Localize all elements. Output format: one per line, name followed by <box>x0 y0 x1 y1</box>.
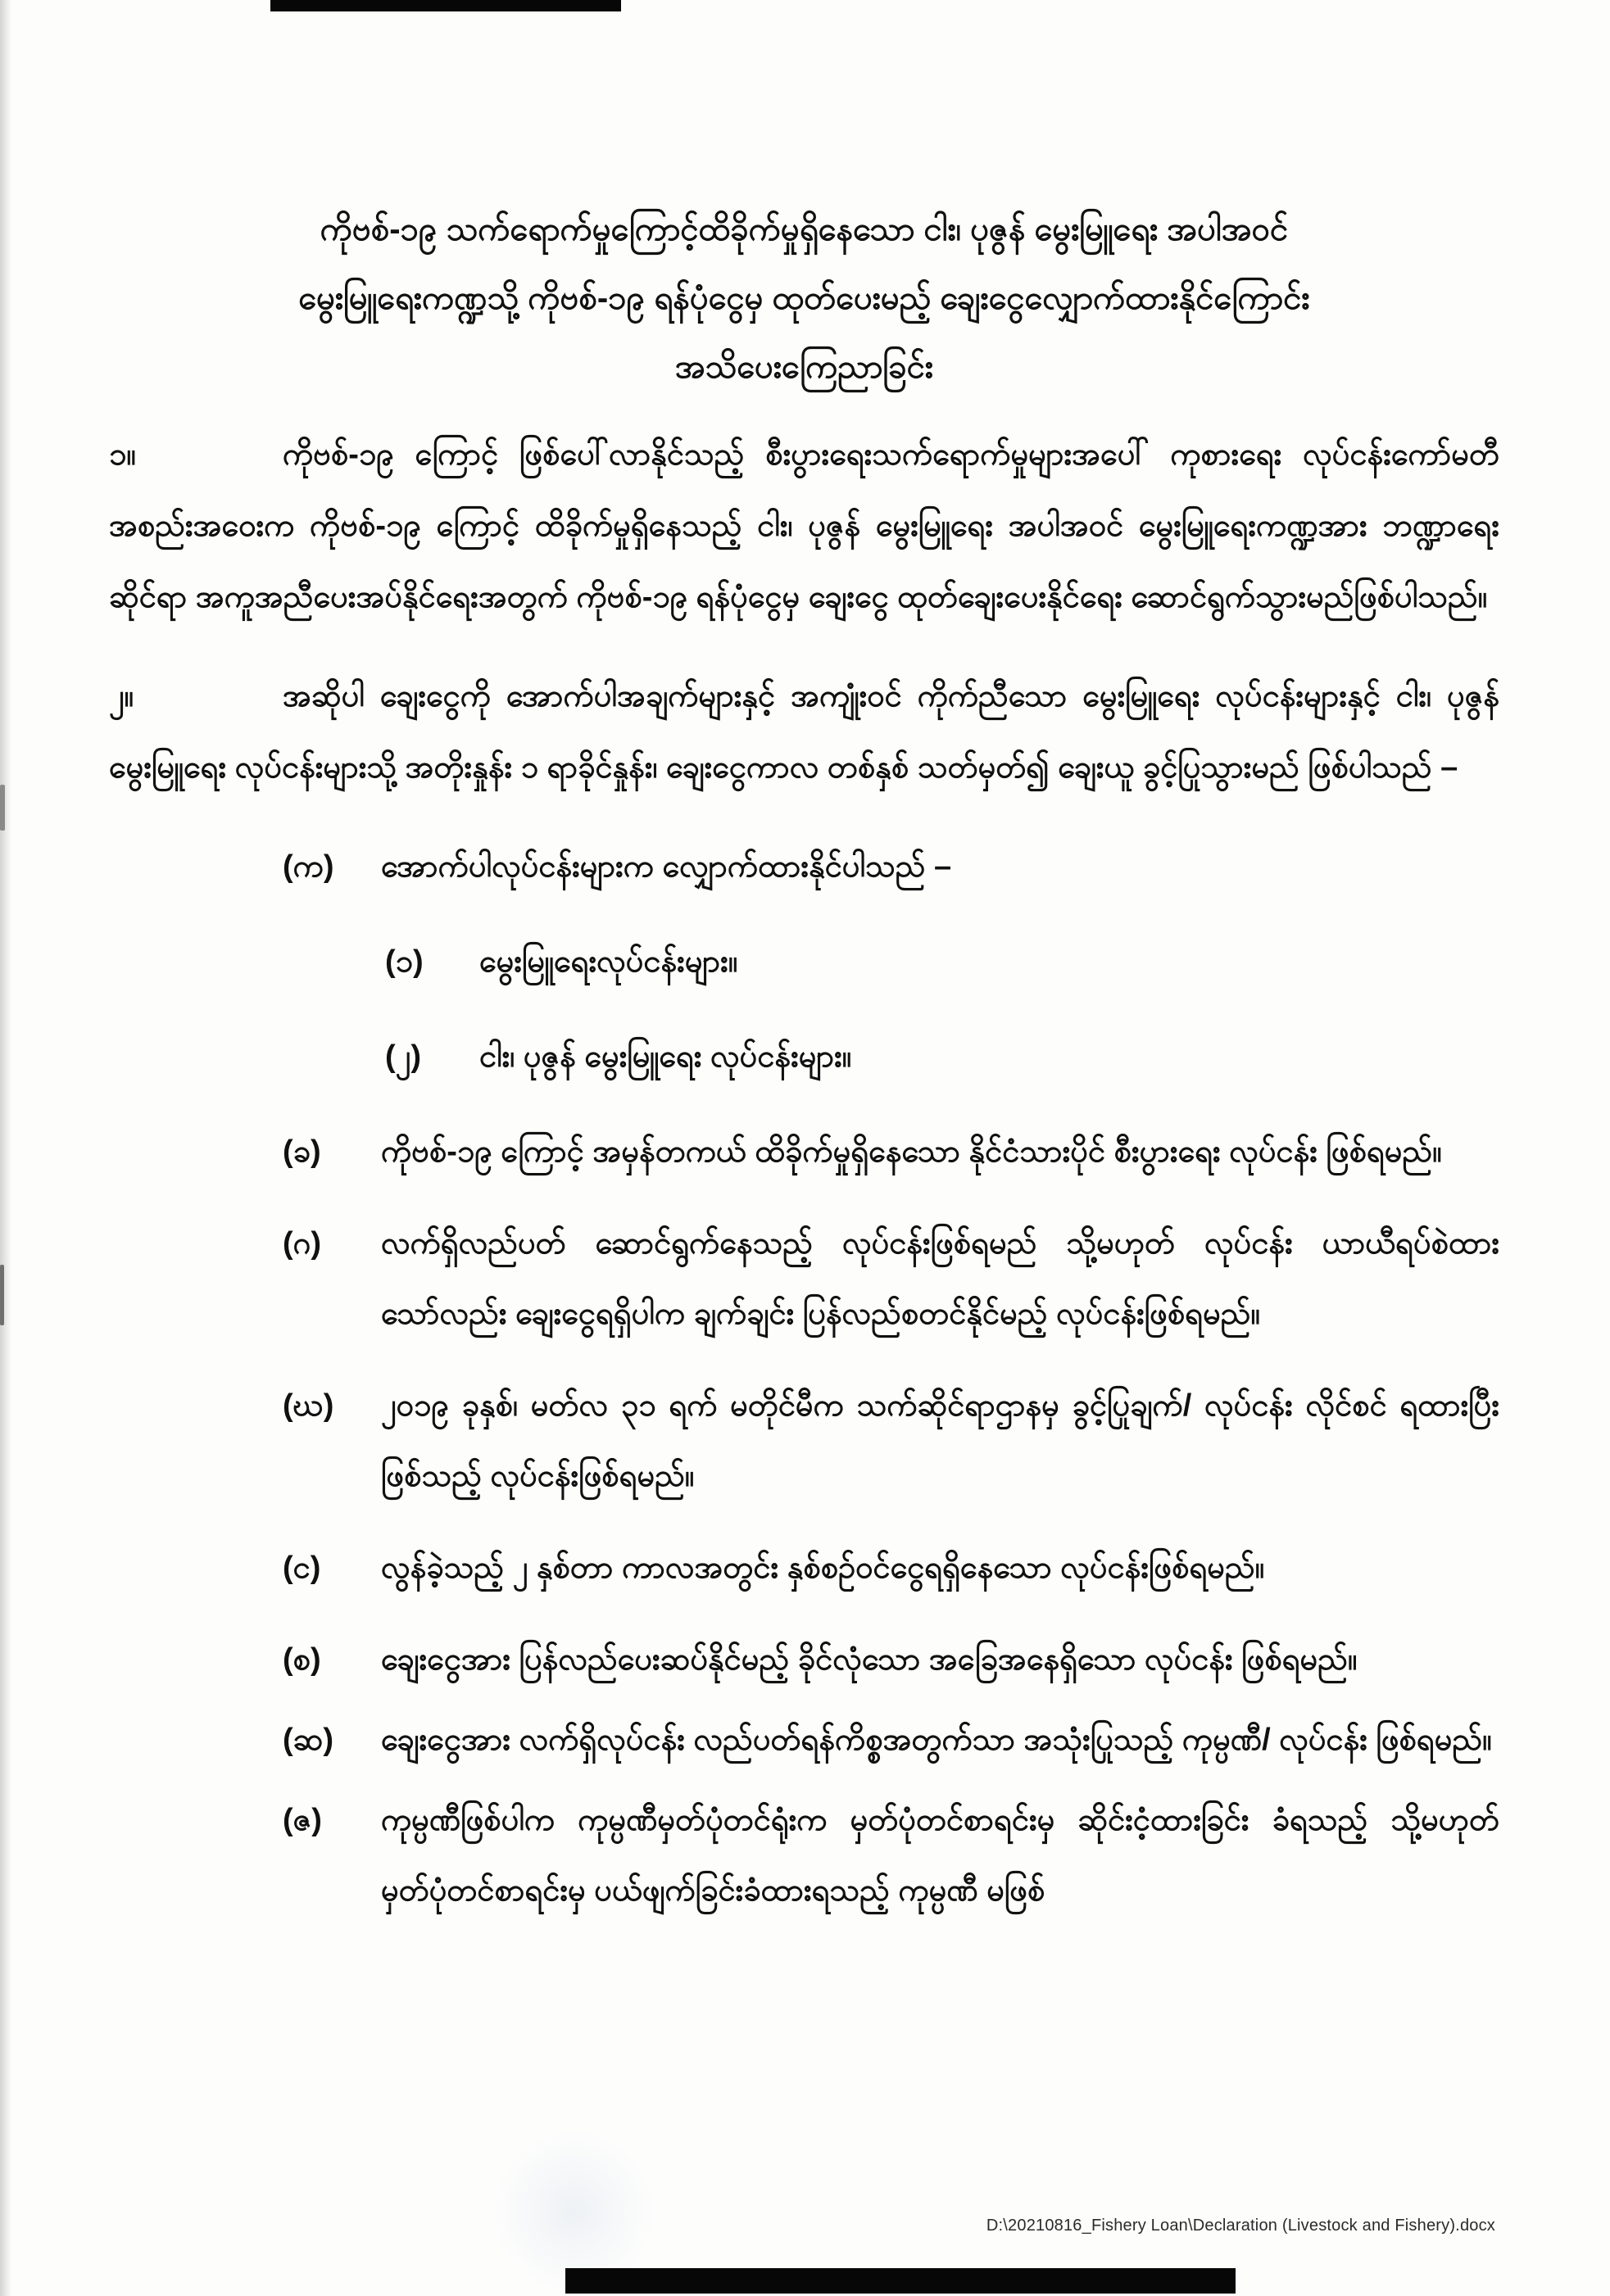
list-subitem-1-label: (၁) <box>385 944 424 979</box>
list-item-hsa-text: ချေးငွေအား လက်ရှိလုပ်ငန်း လည်ပတ်ရန်ကိစ္စအတွက်သာ အသုံးပြုသည့် ကုမ္ပဏီ/ လုပ်ငန်း ဖြစ်ရမည်။ <box>381 1723 1492 1757</box>
document-title <box>109 195 1499 401</box>
list-item-ka <box>283 831 1499 902</box>
list-subitem-2-text: ငါး၊ ပုဇွန် မွေးမြူရေး လုပ်ငန်းများ။ <box>479 1039 852 1074</box>
list-item-za-text: ကုမ္ပဏီဖြစ်ပါက ကုမ္ပဏီမှတ်ပုံတင်ရုံးက မှတ်ပုံတင်စာရင်းမှ ဆိုင်းငံ့ထားခြင်း ခံရသည့် သို့မဟုတ် မှတ်ပုံတင်စာရင်းမှ ပယ်ဖျက်ခြင်းခံထားရသည့် ကုမ္ပဏီ မဖြစ် <box>381 1803 1499 1908</box>
list-item-ga-label: (ဂ) <box>283 1226 322 1261</box>
list-item-nga <box>283 1533 1499 1603</box>
list-item-ga <box>283 1208 1499 1349</box>
list-subitem-2-label: (၂) <box>385 1039 421 1074</box>
list-item-kha-label: (ခ) <box>283 1134 321 1169</box>
list-subitem-2 <box>385 1021 1499 1092</box>
paragraph-2-text: အဆိုပါ ချေးငွေကို အောက်ပါအချက်များနှင့် အကျုံးဝင် ကိုက်ညီသော မွေးမြူရေး လုပ်ငန်းများနှင့် ငါး၊ ပုဇွန် မွေးမြူရေး လုပ်ငန်းများသို့ အတိုးနှုန်း ၁ ရာခိုင်နှုန်း၊ ချေးငွေကာလ တစ်နှစ် သတ်မှတ်၍ ချေးယူ ခွင့်ပြုသွားမည် ဖြစ်ပါသည် – <box>109 679 1499 785</box>
file-path-footer: D:\20210816_Fishery Loan\Declaration (Livestock and Fishery).docx <box>986 2217 1495 2235</box>
title-line-2: မွေးမြူရေးကဏ္ဍသို့ ကိုဗစ်-၁၉ ရန်ပုံငွေမှ ထုတ်ပေးမည့် ချေးငွေလျှောက်ထားနိုင်ကြောင်း <box>298 280 1310 316</box>
list-item-kha-text: ကိုဗစ်-၁၉ ကြောင့် အမှန်တကယ် ထိခိုက်မှုရှိနေသော နိုင်ငံသားပိုင် စီးပွားရေး လုပ်ငန်း ဖြစ်ရမည်။ <box>381 1134 1442 1169</box>
paragraph-1 <box>109 419 1499 633</box>
scan-artifact-bottom-bar <box>565 2268 1236 2294</box>
list-item-sa-label: (စ) <box>283 1642 321 1677</box>
list-item-gha-text: ၂၀၁၉ ခုနှစ်၊ မတ်လ ၃၁ ရက် မတိုင်မီက သက်ဆိုင်ရာဌာနမှ ခွင့်ပြုချက်/ လုပ်ငန်း လိုင်စင် ရထားပြီး ဖြစ်သည့် လုပ်ငန်းဖြစ်ရမည်။ <box>381 1388 1499 1493</box>
list-subitem-1 <box>385 926 1499 997</box>
list-item-hsa-label: (ဆ) <box>283 1723 334 1757</box>
list-item-gha <box>283 1370 1499 1511</box>
list-item-kha <box>283 1116 1499 1187</box>
list-item-nga-label: (င) <box>283 1551 321 1585</box>
list-item-gha-label: (ဃ) <box>283 1388 334 1423</box>
list-item-za-label: (ဇ) <box>283 1803 322 1837</box>
list-item-ka-label: (က) <box>283 849 334 884</box>
list-subitem-1-text: မွေးမြူရေးလုပ်ငန်းများ။ <box>479 944 738 979</box>
list-item-ka-text: အောက်ပါလုပ်ငန်းများက လျှောက်ထားနိုင်ပါသည် – <box>381 849 952 884</box>
list-item-ga-text: လက်ရှိလည်ပတ် ဆောင်ရွက်နေသည့် လုပ်ငန်းဖြစ်ရမည် သို့မဟုတ် လုပ်ငန်း ယာယီရပ်စဲထားသော်လည်း ချေးငွေရရှိပါက ချက်ချင်း ပြန်လည်စတင်နိုင်မည့် လုပ်ငန်းဖြစ်ရမည်။ <box>381 1226 1499 1331</box>
list-item-hsa <box>283 1705 1499 1775</box>
title-line-3: အသိပေးကြေညာခြင်း <box>674 349 934 385</box>
list-item-za <box>283 1785 1499 1926</box>
list-item-sa <box>283 1624 1499 1695</box>
paragraph-2-number: ၂။ <box>109 679 134 713</box>
paragraph-1-text: ကိုဗစ်-၁၉ ကြောင့် ဖြစ်ပေါ်လာနိုင်သည့် စီးပွားရေးသက်ရောက်မှုများအပေါ် ကုစားရေး လုပ်ငန်းကော်မတီအစည်းအဝေးက ကိုဗစ်-၁၉ ကြောင့် ထိခိုက်မှုရှိနေသည့် ငါး၊ ပုဇွန် မွေးမြူရေး အပါအဝင် မွေးမြူရေးကဏ္ဍအား ဘဏ္ဍာရေးဆိုင်ရာ အကူအညီပေးအပ်နိုင်ရေးအတွက် ကိုဗစ်-၁၉ ရန်ပုံငွေမှ ချေးငွေ ထုတ်ချေးပေးနိုင်ရေး ဆောင်ရွက်သွားမည်ဖြစ်ပါသည်။ <box>109 437 1499 614</box>
list-item-nga-text: လွန်ခဲ့သည့် ၂ နှစ်တာ ကာလအတွင်း နှစ်စဉ်ဝင်ငွေရရှိနေသော လုပ်ငန်းဖြစ်ရမည်။ <box>381 1551 1265 1585</box>
title-line-1: ကိုဗစ်-၁၉ သက်ရောက်မှုကြောင့်ထိခိုက်မှုရှိနေသော ငါး၊ ပုဇွန် မွေးမြူရေး အပါအဝင် <box>320 211 1289 247</box>
list-item-sa-text: ချေးငွေအား ပြန်လည်ပေးဆပ်နိုင်မည့် ခိုင်လုံသော အခြေအနေရှိသော လုပ်ငန်း ဖြစ်ရမည်။ <box>381 1642 1358 1677</box>
paragraph-2 <box>109 661 1499 804</box>
paragraph-1-number: ၁။ <box>109 437 136 472</box>
